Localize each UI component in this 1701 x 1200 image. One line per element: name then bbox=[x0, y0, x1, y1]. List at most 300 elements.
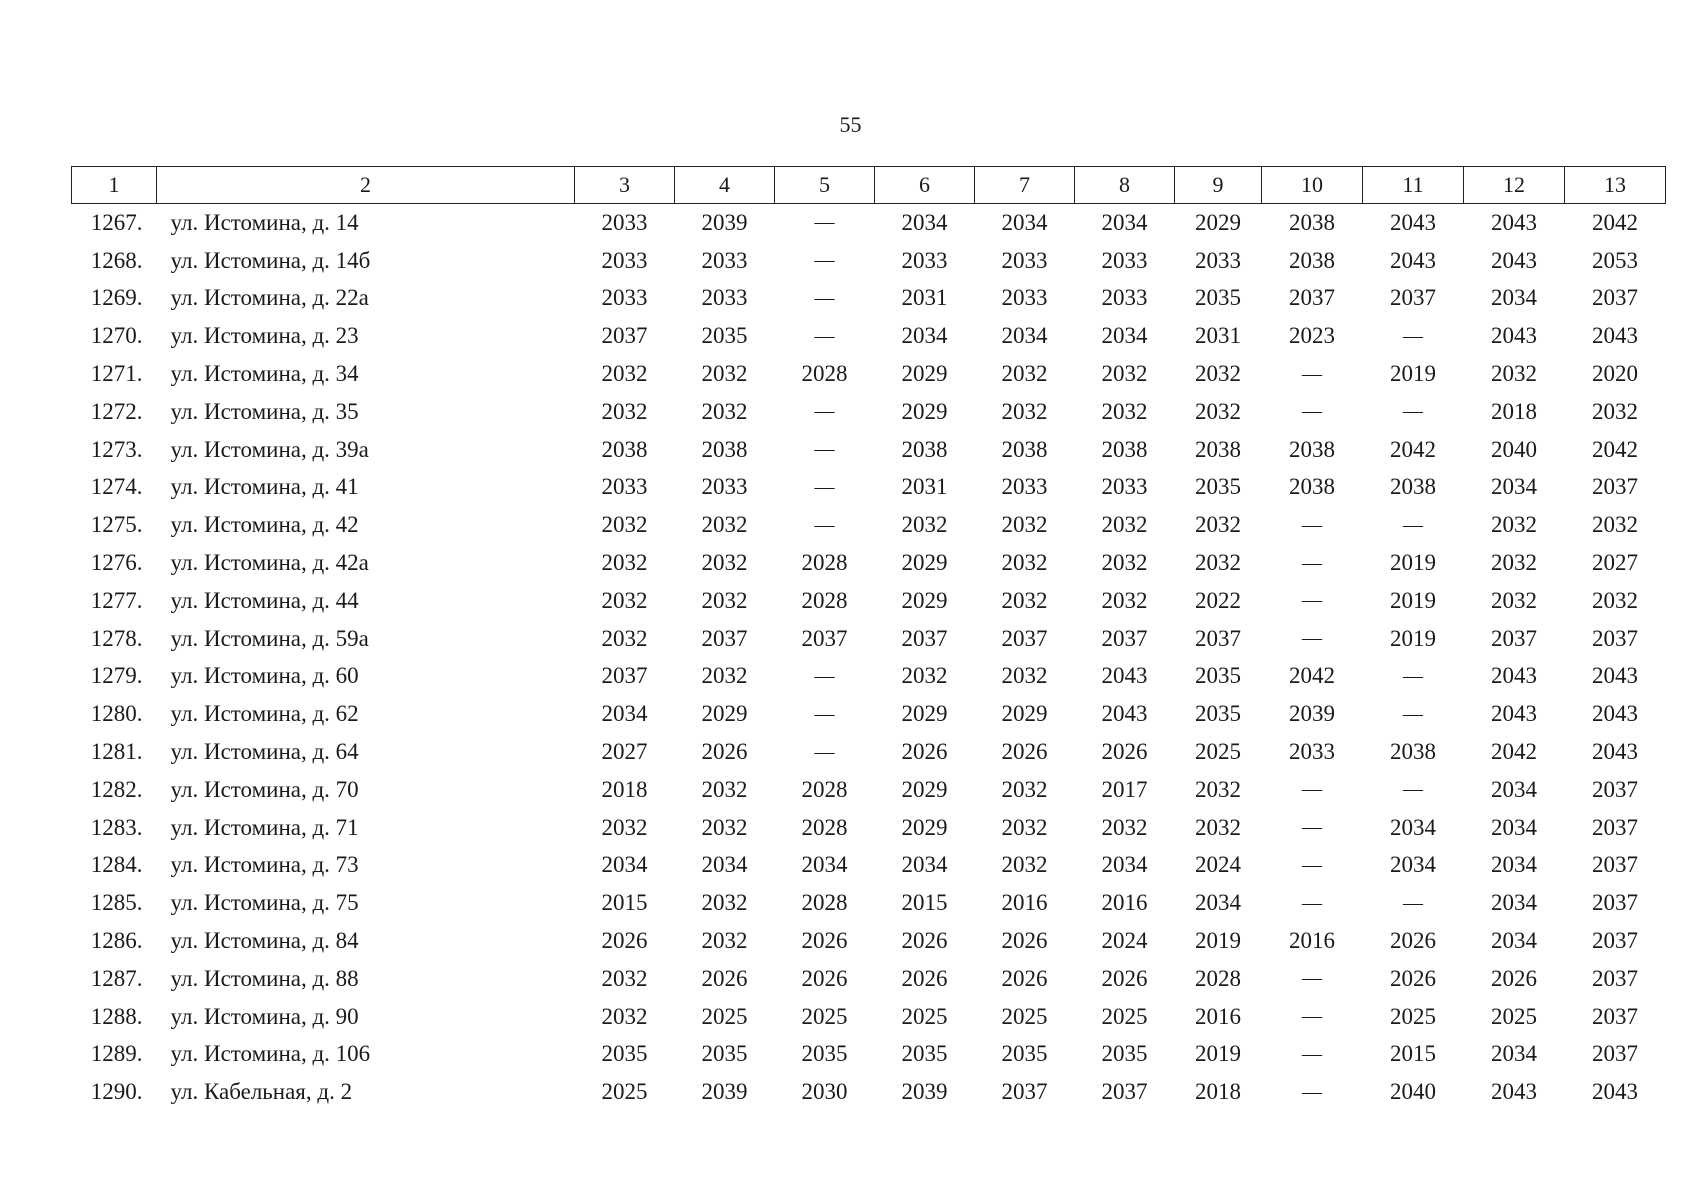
year-cell: 2032 bbox=[1195, 776, 1241, 802]
year-cell: 2033 bbox=[601, 247, 648, 273]
address-cell: ул. Истомина, д. 39а bbox=[170, 436, 369, 462]
table-row bbox=[72, 695, 1666, 733]
address-cell: ул. Истомина, д. 14б bbox=[170, 247, 371, 273]
table-row bbox=[72, 1073, 1666, 1111]
year-cell: 2022 bbox=[1195, 587, 1241, 613]
year-cell: 2043 bbox=[1592, 323, 1638, 349]
year-cell: 2043 bbox=[1592, 739, 1638, 765]
year-cell: 2032 bbox=[1592, 587, 1638, 613]
year-cell: — bbox=[814, 286, 835, 309]
year-cell: 2038 bbox=[1390, 739, 1436, 765]
year-cell: — bbox=[1302, 513, 1322, 536]
year-cell: 2037 bbox=[1390, 285, 1436, 311]
year-cell: 2032 bbox=[1001, 398, 1048, 424]
table-body bbox=[72, 204, 1666, 1112]
year-cell: 2034 bbox=[601, 701, 648, 727]
year-cell: 2026 bbox=[1491, 965, 1537, 991]
year-cell: 2032 bbox=[701, 890, 748, 916]
year-cell: 2037 bbox=[1491, 625, 1537, 651]
year-cell: 2042 bbox=[1592, 436, 1638, 462]
year-cell: 2035 bbox=[1001, 1041, 1048, 1067]
year-cell: 2032 bbox=[1001, 852, 1048, 878]
year-cell: 2029 bbox=[901, 398, 948, 424]
year-cell: 2037 bbox=[1592, 814, 1638, 840]
year-cell: 2032 bbox=[1001, 550, 1048, 576]
year-cell: 2038 bbox=[901, 436, 948, 462]
year-cell: 2034 bbox=[1390, 852, 1436, 878]
year-cell: 2034 bbox=[1101, 323, 1148, 349]
year-cell: 2033 bbox=[1101, 285, 1148, 311]
address-cell: ул. Истомина, д. 44 bbox=[170, 587, 359, 613]
year-cell: 2016 bbox=[1195, 1003, 1241, 1029]
table-row bbox=[72, 280, 1666, 318]
year-cell: — bbox=[1403, 778, 1423, 801]
row-number: 1278. bbox=[90, 625, 143, 651]
year-cell: 2025 bbox=[901, 1003, 948, 1029]
year-cell: 2037 bbox=[601, 663, 648, 689]
schedule-table-container bbox=[71, 166, 1665, 1111]
year-cell: — bbox=[1302, 891, 1322, 914]
year-cell: 2015 bbox=[1390, 1041, 1436, 1067]
year-cell: 2032 bbox=[1001, 512, 1048, 538]
year-cell: 2033 bbox=[701, 474, 748, 500]
year-cell: 2029 bbox=[701, 701, 748, 727]
year-cell: 2043 bbox=[1592, 1079, 1638, 1105]
year-cell: 2026 bbox=[1101, 965, 1148, 991]
year-cell: 2019 bbox=[1195, 928, 1241, 954]
year-cell: 2033 bbox=[601, 209, 648, 235]
year-cell: 2029 bbox=[901, 550, 948, 576]
year-cell: 2020 bbox=[1592, 361, 1638, 387]
year-cell: 2034 bbox=[1491, 814, 1537, 840]
year-cell: — bbox=[814, 702, 835, 725]
year-cell: 2018 bbox=[1491, 398, 1537, 424]
year-cell: 2023 bbox=[1289, 323, 1335, 349]
year-cell: 2037 bbox=[801, 625, 848, 651]
year-cell: 2018 bbox=[601, 776, 648, 802]
year-cell: 2035 bbox=[1195, 663, 1241, 689]
year-cell: 2026 bbox=[701, 739, 748, 765]
year-cell: 2034 bbox=[801, 852, 848, 878]
year-cell: 2042 bbox=[1592, 209, 1638, 235]
year-cell: 2037 bbox=[1101, 625, 1148, 651]
year-cell: 2043 bbox=[1592, 663, 1638, 689]
year-cell: 2038 bbox=[1001, 436, 1048, 462]
year-cell: 2025 bbox=[701, 1003, 748, 1029]
year-cell: — bbox=[1302, 551, 1322, 574]
year-cell: 2026 bbox=[901, 739, 948, 765]
year-cell: 2043 bbox=[1491, 663, 1537, 689]
year-cell: — bbox=[1302, 1080, 1322, 1103]
year-cell: 2037 bbox=[1289, 285, 1335, 311]
address-cell: ул. Истомина, д. 35 bbox=[170, 398, 359, 424]
year-cell: 2028 bbox=[801, 814, 848, 840]
row-number: 1269. bbox=[90, 285, 143, 311]
year-cell: 2032 bbox=[701, 398, 748, 424]
year-cell: 2034 bbox=[1491, 285, 1537, 311]
year-cell: 2033 bbox=[701, 285, 748, 311]
year-cell: 2043 bbox=[1390, 247, 1436, 273]
year-cell: 2026 bbox=[801, 928, 848, 954]
year-cell: 2025 bbox=[1491, 1003, 1537, 1029]
year-cell: 2037 bbox=[1592, 776, 1638, 802]
year-cell: 2015 bbox=[901, 890, 948, 916]
year-cell: 2032 bbox=[1491, 587, 1537, 613]
year-cell: 2025 bbox=[1195, 739, 1241, 765]
table-row bbox=[72, 393, 1666, 431]
column-header-10: 10 bbox=[1262, 167, 1363, 204]
year-cell: 2037 bbox=[1001, 625, 1048, 651]
year-cell: — bbox=[814, 513, 835, 536]
year-cell: 2037 bbox=[1101, 1079, 1148, 1105]
year-cell: 2035 bbox=[601, 1041, 648, 1067]
row-number: 1274. bbox=[90, 474, 143, 500]
year-cell: 2032 bbox=[1195, 512, 1241, 538]
year-cell: 2032 bbox=[601, 550, 648, 576]
year-cell: 2032 bbox=[1491, 550, 1537, 576]
year-cell: 2029 bbox=[901, 701, 948, 727]
year-cell: 2033 bbox=[1101, 247, 1148, 273]
year-cell: 2017 bbox=[1101, 776, 1148, 802]
year-cell: 2028 bbox=[801, 890, 848, 916]
year-cell: 2034 bbox=[1001, 323, 1048, 349]
year-cell: 2037 bbox=[601, 323, 648, 349]
year-cell: — bbox=[1403, 324, 1423, 347]
year-cell: 2033 bbox=[1001, 474, 1048, 500]
address-cell: ул. Истомина, д. 90 bbox=[170, 1003, 359, 1029]
page-number: 55 bbox=[839, 112, 862, 137]
year-cell: 2033 bbox=[1001, 247, 1048, 273]
year-cell: 2034 bbox=[1195, 890, 1241, 916]
year-cell: 2037 bbox=[1001, 1079, 1048, 1105]
year-cell: 2038 bbox=[601, 436, 648, 462]
year-cell: 2032 bbox=[701, 776, 748, 802]
year-cell: 2043 bbox=[1491, 247, 1537, 273]
year-cell: 2029 bbox=[901, 587, 948, 613]
column-header-6: 6 bbox=[875, 167, 975, 204]
row-number: 1284. bbox=[90, 852, 143, 878]
year-cell: — bbox=[814, 740, 835, 763]
year-cell: 2038 bbox=[1390, 474, 1436, 500]
year-cell: 2033 bbox=[901, 247, 948, 273]
column-header-3: 3 bbox=[575, 167, 675, 204]
year-cell: — bbox=[814, 324, 835, 347]
row-number: 1286. bbox=[90, 928, 143, 954]
year-cell: — bbox=[814, 400, 835, 423]
year-cell: — bbox=[814, 211, 835, 234]
table-row bbox=[72, 884, 1666, 922]
year-cell: 2016 bbox=[1101, 890, 1148, 916]
year-cell: 2035 bbox=[1195, 285, 1241, 311]
year-cell: — bbox=[1403, 702, 1423, 725]
year-cell: 2019 bbox=[1195, 1041, 1241, 1067]
table-row bbox=[72, 204, 1666, 242]
row-number: 1268. bbox=[90, 247, 143, 273]
year-cell: — bbox=[1302, 853, 1322, 876]
year-cell: 2026 bbox=[901, 928, 948, 954]
address-cell: ул. Истомина, д. 106 bbox=[170, 1041, 371, 1067]
year-cell: 2028 bbox=[801, 550, 848, 576]
year-cell: 2039 bbox=[701, 1079, 748, 1105]
year-cell: 2019 bbox=[1390, 361, 1436, 387]
table-row bbox=[72, 469, 1666, 507]
row-number: 1287. bbox=[90, 965, 143, 991]
address-cell: ул. Истомина, д. 23 bbox=[170, 323, 359, 349]
year-cell: 2040 bbox=[1390, 1079, 1436, 1105]
row-number: 1275. bbox=[90, 512, 143, 538]
year-cell: 2025 bbox=[1101, 1003, 1148, 1029]
year-cell: 2019 bbox=[1390, 625, 1436, 651]
year-cell: 2034 bbox=[901, 209, 948, 235]
year-cell: 2025 bbox=[1390, 1003, 1436, 1029]
address-cell: ул. Истомина, д. 14 bbox=[170, 209, 359, 235]
row-number: 1273. bbox=[90, 436, 143, 462]
table-row bbox=[72, 620, 1666, 658]
address-cell: ул. Истомина, д. 64 bbox=[170, 739, 359, 765]
year-cell: — bbox=[1302, 816, 1322, 839]
year-cell: 2032 bbox=[601, 587, 648, 613]
year-cell: 2026 bbox=[1001, 965, 1048, 991]
year-cell: 2037 bbox=[901, 625, 948, 651]
year-cell: 2038 bbox=[1289, 209, 1335, 235]
year-cell: 2033 bbox=[1289, 739, 1335, 765]
year-cell: 2025 bbox=[1001, 1003, 1048, 1029]
year-cell: 2027 bbox=[601, 739, 648, 765]
year-cell: 2032 bbox=[1101, 361, 1148, 387]
year-cell: 2039 bbox=[701, 209, 748, 235]
year-cell: 2032 bbox=[1592, 398, 1638, 424]
year-cell: 2032 bbox=[1195, 550, 1241, 576]
year-cell: 2032 bbox=[1001, 814, 1048, 840]
column-header-13: 13 bbox=[1565, 167, 1666, 204]
year-cell: — bbox=[814, 664, 835, 687]
year-cell: 2028 bbox=[801, 776, 848, 802]
year-cell: 2037 bbox=[1592, 890, 1638, 916]
address-cell: ул. Истомина, д. 71 bbox=[170, 814, 359, 840]
year-cell: 2037 bbox=[1592, 852, 1638, 878]
year-cell: 2034 bbox=[1101, 209, 1148, 235]
year-cell: 2037 bbox=[1592, 928, 1638, 954]
row-number: 1270. bbox=[90, 323, 143, 349]
year-cell: 2029 bbox=[901, 814, 948, 840]
year-cell: 2034 bbox=[1491, 474, 1537, 500]
table-row bbox=[72, 582, 1666, 620]
year-cell: 2026 bbox=[701, 965, 748, 991]
year-cell: 2035 bbox=[801, 1041, 848, 1067]
year-cell: 2039 bbox=[901, 1079, 948, 1105]
year-cell: 2030 bbox=[801, 1079, 848, 1105]
year-cell: — bbox=[814, 475, 835, 498]
row-number: 1283. bbox=[90, 814, 143, 840]
year-cell: 2016 bbox=[1289, 928, 1335, 954]
header-row bbox=[72, 167, 1666, 204]
year-cell: 2032 bbox=[701, 928, 748, 954]
year-cell: 2032 bbox=[601, 398, 648, 424]
year-cell: — bbox=[1403, 513, 1423, 536]
year-cell: 2043 bbox=[1390, 209, 1436, 235]
year-cell: 2035 bbox=[1195, 474, 1241, 500]
year-cell: 2039 bbox=[1289, 701, 1335, 727]
row-number: 1271. bbox=[90, 361, 143, 387]
table-row bbox=[72, 998, 1666, 1036]
table-row bbox=[72, 658, 1666, 696]
year-cell: 2026 bbox=[1390, 965, 1436, 991]
address-cell: ул. Истомина, д. 88 bbox=[170, 965, 359, 991]
year-cell: 2037 bbox=[1592, 474, 1638, 500]
year-cell: 2029 bbox=[901, 361, 948, 387]
year-cell: 2032 bbox=[1101, 398, 1148, 424]
year-cell: — bbox=[1302, 1042, 1322, 1065]
year-cell: 2032 bbox=[1195, 398, 1241, 424]
year-cell: — bbox=[1302, 967, 1322, 990]
year-cell: 2040 bbox=[1491, 436, 1537, 462]
column-header-2: 2 bbox=[157, 167, 575, 204]
year-cell: 2019 bbox=[1390, 587, 1436, 613]
year-cell: 2031 bbox=[901, 285, 948, 311]
year-cell: 2038 bbox=[1101, 436, 1148, 462]
year-cell: 2034 bbox=[901, 323, 948, 349]
year-cell: 2034 bbox=[601, 852, 648, 878]
column-header-12: 12 bbox=[1464, 167, 1565, 204]
year-cell: 2032 bbox=[1195, 361, 1241, 387]
year-cell: 2037 bbox=[1592, 1003, 1638, 1029]
table-row bbox=[72, 506, 1666, 544]
year-cell: 2015 bbox=[601, 890, 648, 916]
year-cell: 2033 bbox=[1001, 285, 1048, 311]
year-cell: 2038 bbox=[1195, 436, 1241, 462]
year-cell: 2043 bbox=[1491, 323, 1537, 349]
address-cell: ул. Истомина, д. 42а bbox=[170, 550, 369, 576]
year-cell: 2026 bbox=[1001, 928, 1048, 954]
year-cell: 2034 bbox=[1491, 1041, 1537, 1067]
year-cell: 2032 bbox=[701, 550, 748, 576]
table-row bbox=[72, 242, 1666, 280]
year-cell: 2025 bbox=[801, 1003, 848, 1029]
table-row bbox=[72, 922, 1666, 960]
year-cell: 2033 bbox=[701, 247, 748, 273]
year-cell: 2032 bbox=[1101, 550, 1148, 576]
year-cell: 2035 bbox=[1195, 701, 1241, 727]
year-cell: 2031 bbox=[1195, 323, 1241, 349]
table-header bbox=[72, 167, 1666, 204]
year-cell: — bbox=[1302, 1005, 1322, 1028]
table-row bbox=[72, 1036, 1666, 1074]
year-cell: 2032 bbox=[1001, 776, 1048, 802]
year-cell: 2026 bbox=[1101, 739, 1148, 765]
year-cell: 2032 bbox=[701, 663, 748, 689]
year-cell: 2032 bbox=[701, 361, 748, 387]
year-cell: 2029 bbox=[1195, 209, 1241, 235]
address-cell: ул. Истомина, д. 70 bbox=[170, 776, 359, 802]
year-cell: 2035 bbox=[901, 1041, 948, 1067]
year-cell: 2038 bbox=[1289, 436, 1335, 462]
year-cell: 2026 bbox=[801, 965, 848, 991]
table-row bbox=[72, 809, 1666, 847]
row-number: 1290. bbox=[90, 1079, 143, 1105]
year-cell: 2032 bbox=[601, 814, 648, 840]
year-cell: — bbox=[814, 249, 835, 272]
year-cell: 2026 bbox=[1001, 739, 1048, 765]
year-cell: — bbox=[1302, 400, 1322, 423]
year-cell: 2034 bbox=[1101, 852, 1148, 878]
year-cell: 2032 bbox=[701, 512, 748, 538]
year-cell: 2032 bbox=[1101, 512, 1148, 538]
address-cell: ул. Истомина, д. 60 bbox=[170, 663, 359, 689]
year-cell: 2033 bbox=[1195, 247, 1241, 273]
address-cell: ул. Истомина, д. 73 bbox=[170, 852, 359, 878]
year-cell: 2042 bbox=[1390, 436, 1436, 462]
year-cell: 2032 bbox=[701, 814, 748, 840]
year-cell: 2032 bbox=[601, 512, 648, 538]
table-row bbox=[72, 544, 1666, 582]
year-cell: 2032 bbox=[1592, 512, 1638, 538]
year-cell: 2033 bbox=[601, 285, 648, 311]
address-cell: ул. Истомина, д. 62 bbox=[170, 701, 359, 727]
table-row bbox=[72, 733, 1666, 771]
row-number: 1285. bbox=[90, 890, 143, 916]
column-header-7: 7 bbox=[975, 167, 1075, 204]
year-cell: 2034 bbox=[1491, 776, 1537, 802]
year-cell: 2034 bbox=[1491, 852, 1537, 878]
year-cell: 2029 bbox=[1001, 701, 1048, 727]
address-cell: ул. Истомина, д. 84 bbox=[170, 928, 359, 954]
table-row bbox=[72, 771, 1666, 809]
schedule-table bbox=[71, 166, 1666, 1111]
year-cell: 2031 bbox=[901, 474, 948, 500]
year-cell: 2042 bbox=[1491, 739, 1537, 765]
row-number: 1279. bbox=[90, 663, 143, 689]
table-row bbox=[72, 317, 1666, 355]
year-cell: 2032 bbox=[601, 965, 648, 991]
year-cell: 2032 bbox=[601, 1003, 648, 1029]
year-cell: 2032 bbox=[1101, 587, 1148, 613]
column-header-9: 9 bbox=[1175, 167, 1262, 204]
year-cell: 2032 bbox=[1001, 361, 1048, 387]
year-cell: 2028 bbox=[801, 587, 848, 613]
year-cell: 2025 bbox=[601, 1079, 648, 1105]
year-cell: — bbox=[1302, 589, 1322, 612]
year-cell: — bbox=[1302, 778, 1322, 801]
column-header-8: 8 bbox=[1075, 167, 1175, 204]
address-cell: ул. Истомина, д. 59а bbox=[170, 625, 369, 651]
address-cell: ул. Истомина, д. 42 bbox=[170, 512, 359, 538]
year-cell: 2032 bbox=[1491, 361, 1537, 387]
year-cell: 2032 bbox=[601, 625, 648, 651]
row-number: 1267. bbox=[90, 209, 143, 235]
year-cell: 2016 bbox=[1001, 890, 1048, 916]
row-number: 1289. bbox=[90, 1041, 143, 1067]
year-cell: 2037 bbox=[701, 625, 748, 651]
address-cell: ул. Истомина, д. 75 bbox=[170, 890, 359, 916]
year-cell: — bbox=[1403, 664, 1423, 687]
year-cell: — bbox=[814, 438, 835, 461]
year-cell: 2024 bbox=[1195, 852, 1241, 878]
year-cell: 2028 bbox=[801, 361, 848, 387]
year-cell: 2027 bbox=[1592, 550, 1638, 576]
year-cell: 2043 bbox=[1491, 1079, 1537, 1105]
year-cell: 2026 bbox=[901, 965, 948, 991]
year-cell: 2053 bbox=[1592, 247, 1638, 273]
year-cell: 2033 bbox=[601, 474, 648, 500]
year-cell: 2032 bbox=[901, 663, 948, 689]
address-cell: ул. Истомина, д. 22а bbox=[170, 285, 369, 311]
row-number: 1276. bbox=[90, 550, 143, 576]
column-header-5: 5 bbox=[775, 167, 875, 204]
year-cell: 2043 bbox=[1101, 701, 1148, 727]
row-number: 1272. bbox=[90, 398, 143, 424]
year-cell: 2033 bbox=[1101, 474, 1148, 500]
year-cell: 2032 bbox=[1195, 814, 1241, 840]
